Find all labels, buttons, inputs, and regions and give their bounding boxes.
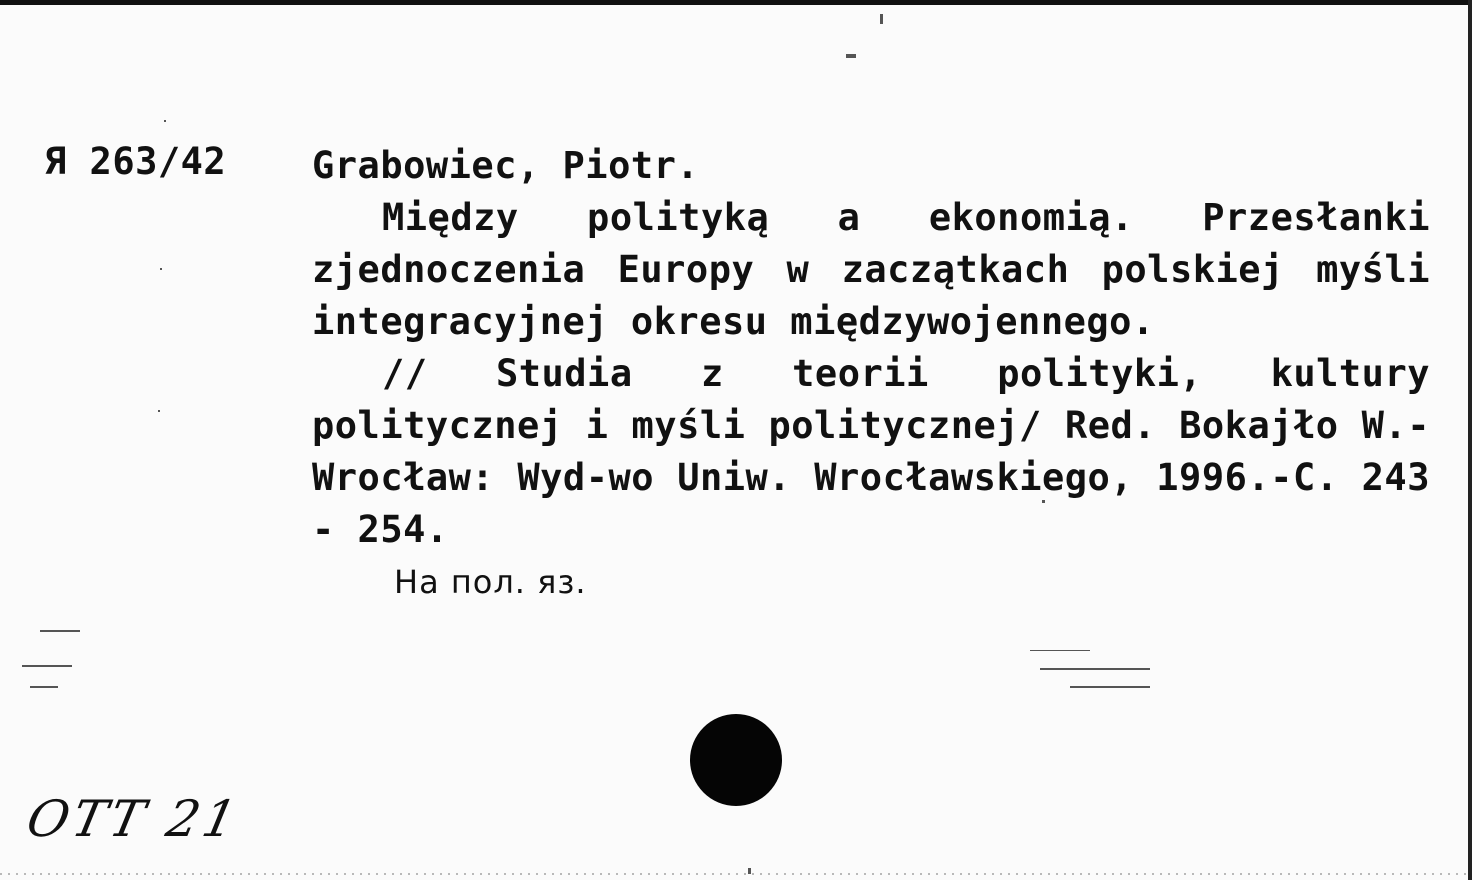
author-heading: Grabowiec, Piotr. [312,144,700,187]
language-note: На пол. яз. [394,563,587,601]
bibliographic-entry [312,140,1430,608]
card-top-border [0,0,1472,5]
card-right-border [1468,0,1472,880]
handwritten-code: ОТТ 21 [21,790,246,848]
shelf-mark: Я 263/42 [44,140,227,183]
punch-hole [690,714,782,806]
title-statement: Między polityką a ekonomią. Przesłanki zjednoczenia Europy w zaczątkach polskiej myśli integracyjnej okresu międzywojennego. [312,196,1430,343]
source-statement: // Studia z teorii polityki, kultury politycznej i myśli politycznej/ Red. Bokajło W.- Wrocław: Wyd-wo Uniw. Wrocławskiego, 1996.-С. 243 - 254. [312,352,1430,551]
